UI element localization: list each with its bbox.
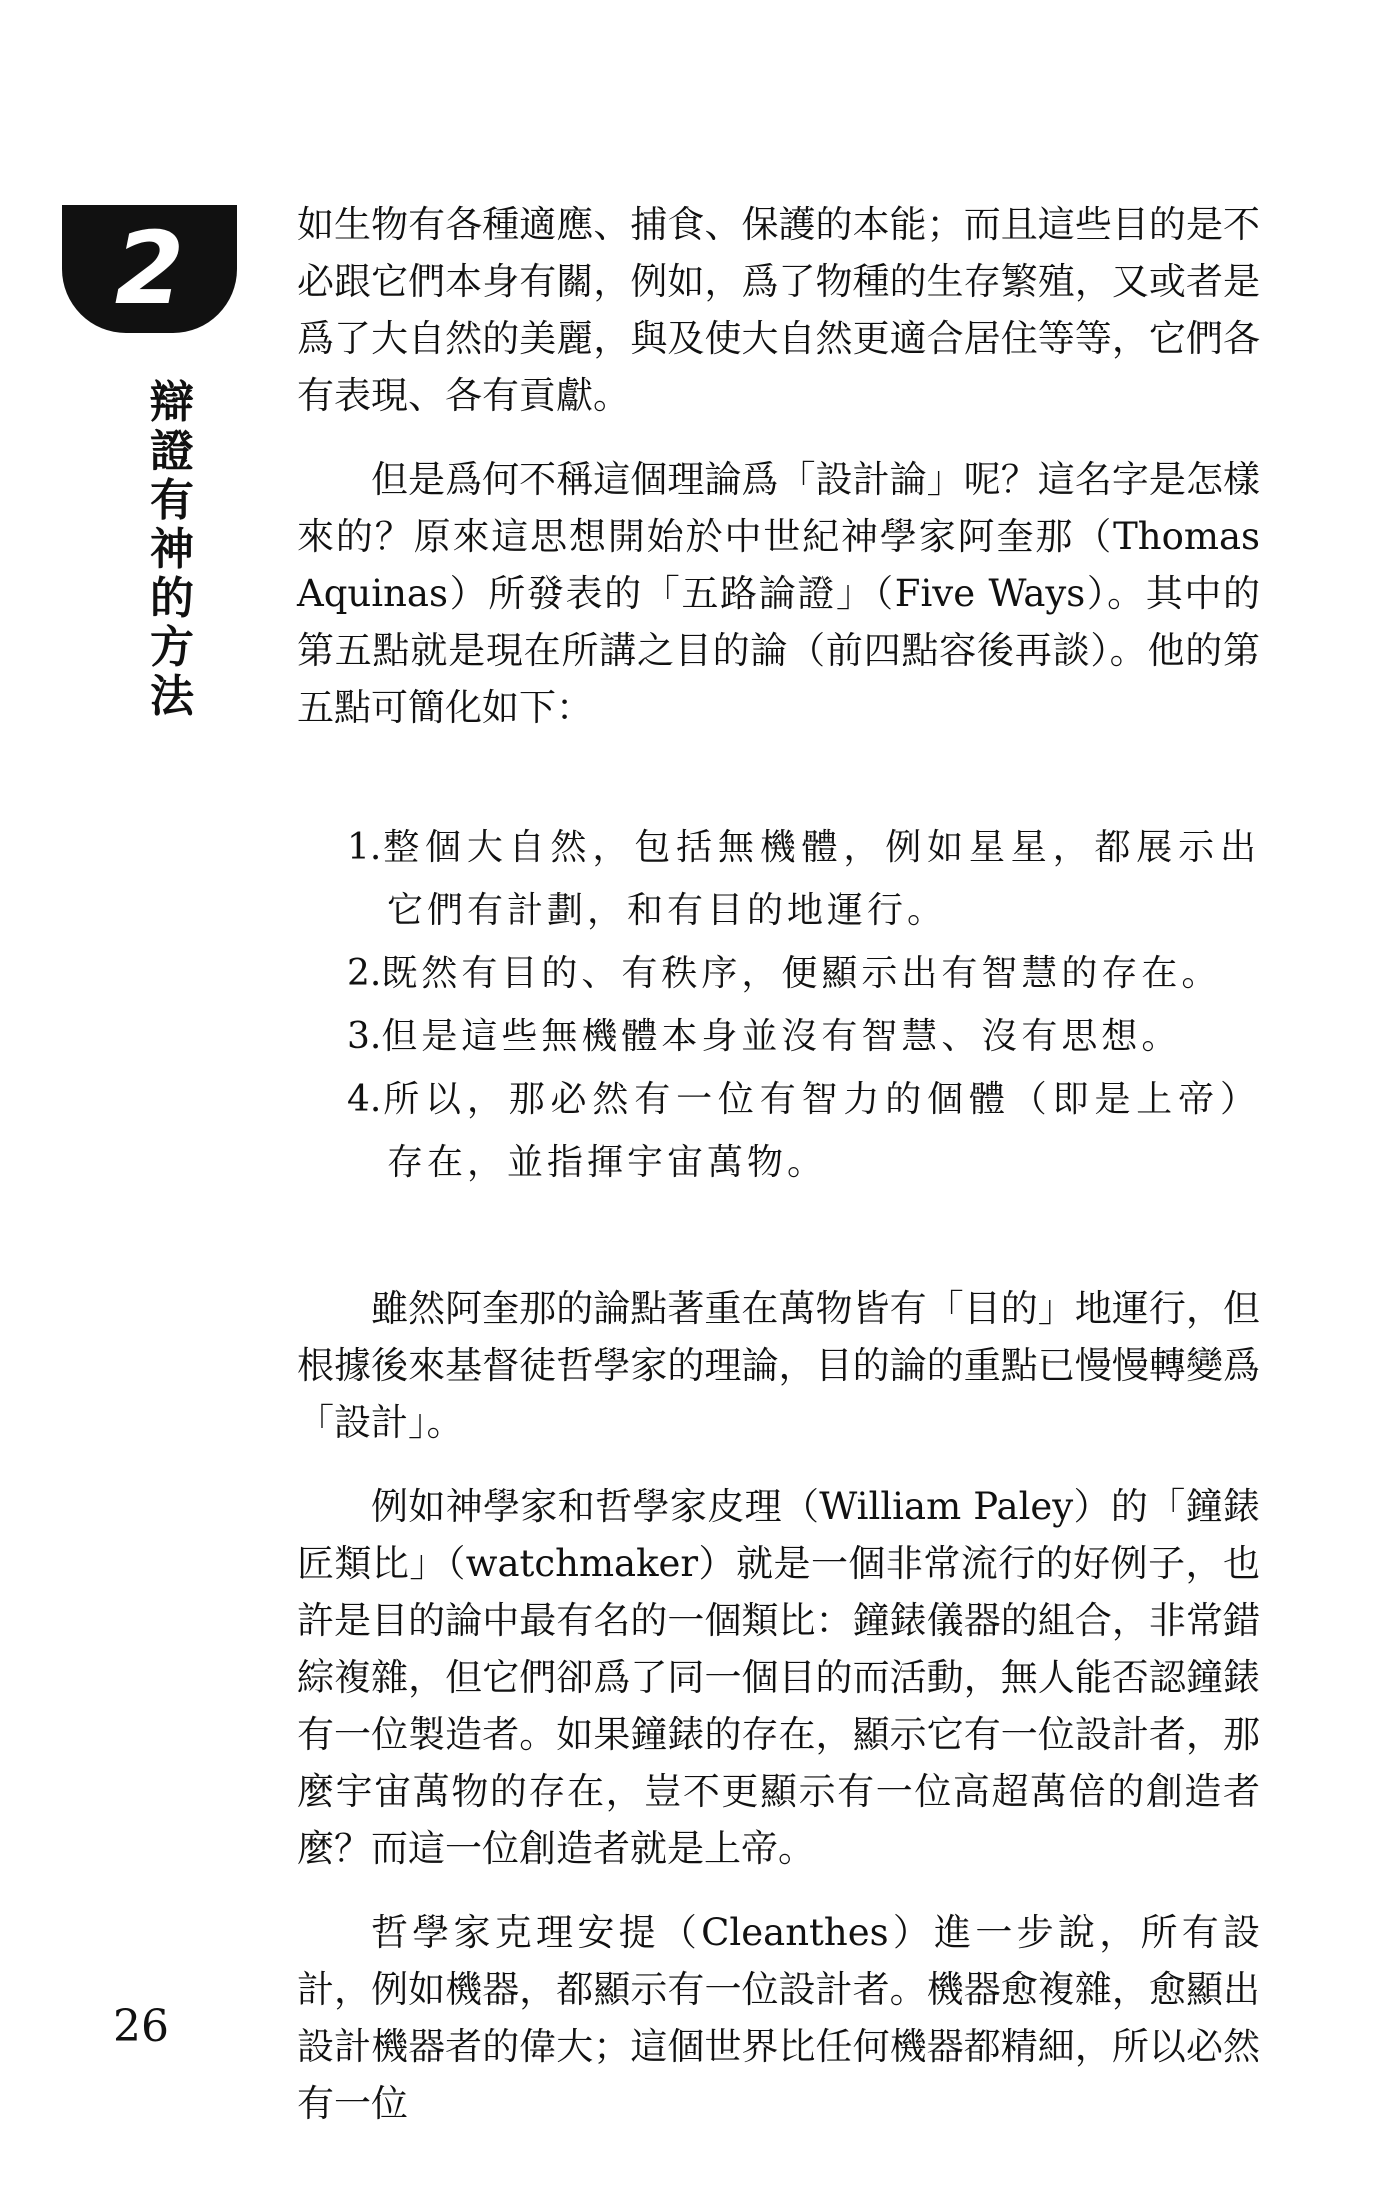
list-item: 1.整個大自然，包括無機體，例如星星，都展示出它們有計劃，和有目的地運行。	[347, 827, 1260, 931]
numbered-list	[297, 816, 1260, 1194]
chapter-title-char: 證	[150, 426, 194, 477]
list-item: 3.但是這些無機體本身並沒有智慧、沒有思想。	[347, 1016, 1182, 1057]
chapter-title-char: 方	[150, 622, 194, 673]
list-item: 2.既然有目的、有秩序，便顯示出有智慧的存在。	[347, 953, 1222, 994]
list-item: 4.所以，那必然有一位有智力的個體（即是上帝）存在，並指揮宇宙萬物。	[347, 1079, 1260, 1183]
chapter-tab	[62, 205, 237, 333]
paragraph-2: 但是爲何不稱這個理論爲「設計論」呢？這名字是怎樣來的？原來這思想開始於中世紀神學家阿奎那（Thomas Aquinas）所發表的「五路論證」（Five Ways）。其中的第五點就是現在所講之目的論（前四點容後再談）。他的第五點可簡化如下：	[297, 458, 1260, 729]
chapter-title-char: 法	[150, 671, 194, 722]
paragraph-1: 如生物有各種適應、捕食、保護的本能；而且這些目的是不必跟它們本身有關，例如，爲了物種的生存繁殖，又或者是爲了大自然的美麗，與及使大自然更適合居住等等，它們各有表現、各有貢獻。	[297, 203, 1260, 417]
chapter-title-char: 辯	[150, 377, 194, 428]
chapter-title-char: 神	[150, 524, 194, 575]
page-body	[297, 196, 1260, 2132]
paragraph-5: 哲學家克理安提（Cleanthes）進一步說，所有設計，例如機器，都顯示有一位設計者。機器愈複雜，愈顯出設計機器者的偉大；這個世界比任何機器都精細，所以必然有一位	[297, 1911, 1260, 2125]
paragraph-3: 雖然阿奎那的論點著重在萬物皆有「目的」地運行，但根據後來基督徒哲學家的理論，目的論的重點已慢慢轉變爲「設計」。	[297, 1287, 1260, 1444]
page-number: 26	[113, 2001, 169, 2052]
chapter-number: 2	[114, 210, 185, 327]
chapter-title-char: 的	[150, 573, 194, 624]
chapter-title-char: 有	[150, 475, 194, 526]
paragraph-4: 例如神學家和哲學家皮理（William Paley）的「鐘錶匠類比」（watchmaker）就是一個非常流行的好例子，也許是目的論中最有名的一個類比：鐘錶儀器的組合，非常錯綜複雜，但它們卻爲了同一個目的而活動，無人能否認鐘錶有一位製造者。如果鐘錶的存在，顯示它有一位設計者，那麼宇宙萬物的存在，豈不更顯示有一位高超萬倍的創造者麼？而這一位創造者就是上帝。	[297, 1485, 1260, 1870]
chapter-title-vertical	[142, 378, 202, 721]
